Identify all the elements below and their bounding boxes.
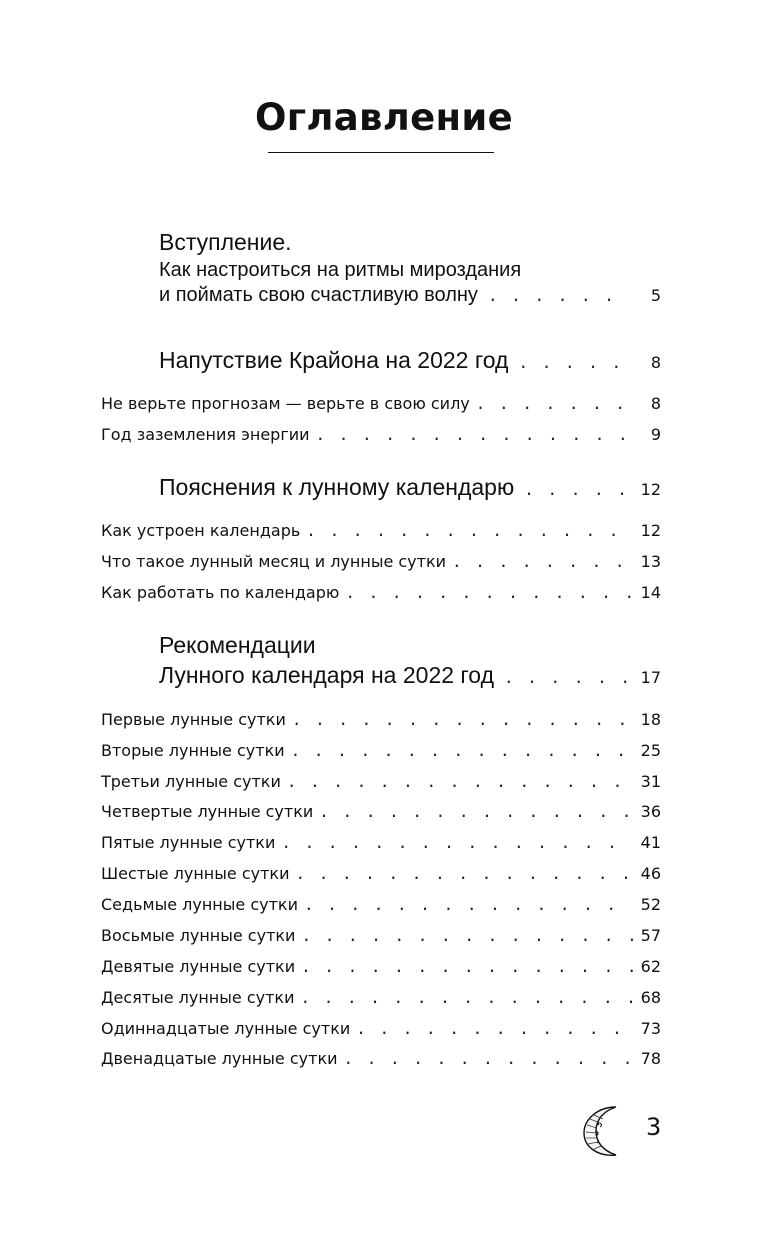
page-title: Оглавление xyxy=(254,96,514,139)
page-ref: 14 xyxy=(640,583,661,602)
dot-leader xyxy=(344,1049,633,1068)
page-ref: 41 xyxy=(640,833,661,852)
toc-entry-label: Не верьте прогнозам — верьте в свою силу xyxy=(101,394,470,413)
dot-leader xyxy=(295,864,633,883)
page-ref: 73 xyxy=(640,1019,661,1038)
toc-entry-label: и поймать свою счастливую волну xyxy=(159,284,478,306)
dot-leader xyxy=(476,394,633,413)
toc-entry-intro[interactable] xyxy=(159,284,661,307)
page-ref: 36 xyxy=(640,802,661,821)
page-ref: 12 xyxy=(640,521,661,540)
intro-heading: Вступление. xyxy=(159,229,292,255)
toc-entry[interactable] xyxy=(101,521,661,540)
toc-entry-label: Двенадцатые лунные сутки xyxy=(101,1049,338,1068)
toc-entry[interactable] xyxy=(101,864,661,883)
toc-entry-label: Как работать по календарю xyxy=(101,583,340,602)
dot-leader xyxy=(504,668,629,687)
page-ref: 31 xyxy=(640,772,661,791)
toc-entry[interactable] xyxy=(101,988,661,1007)
page-ref: 9 xyxy=(650,425,661,444)
toc-chapter-explanations[interactable] xyxy=(159,474,661,501)
toc-entry[interactable] xyxy=(101,926,661,945)
toc-entry-label: Восьмые лунные сутки xyxy=(101,926,296,945)
toc-entry-label: Как устроен календарь xyxy=(101,521,301,540)
page-number: 3 xyxy=(646,1113,662,1141)
dot-leader xyxy=(452,552,633,571)
dot-leader xyxy=(292,710,633,729)
toc-entry-label: Вторые лунные сутки xyxy=(101,741,285,760)
chapter-title: Пояснения к лунному календарю xyxy=(159,474,515,500)
page-ref: 12 xyxy=(640,480,661,499)
toc-entry-label: Одиннадцатые лунные сутки xyxy=(101,1019,351,1038)
toc-entry-label: Шестые лунные сутки xyxy=(101,864,290,883)
crescent-moon-face-icon xyxy=(576,1103,628,1159)
dot-leader xyxy=(304,895,633,914)
page-ref: 78 xyxy=(640,1049,661,1068)
dot-leader xyxy=(301,926,633,945)
toc-entry[interactable] xyxy=(101,1049,661,1068)
dot-leader xyxy=(356,1019,633,1038)
toc-entry-label: Третьи лунные сутки xyxy=(101,772,281,791)
toc-entry[interactable] xyxy=(101,394,661,413)
toc-entry-label: Десятые лунные сутки xyxy=(101,988,295,1007)
toc-chapter-recommendations[interactable] xyxy=(159,662,661,689)
toc-entry-label: Четвертые лунные сутки xyxy=(101,802,314,821)
toc-entry[interactable] xyxy=(101,1019,661,1038)
page-ref: 8 xyxy=(650,353,661,372)
dot-leader xyxy=(518,353,629,372)
toc-entry[interactable] xyxy=(101,425,661,444)
dot-leader xyxy=(488,286,629,305)
page-ref: 68 xyxy=(640,988,661,1007)
dot-leader xyxy=(281,833,633,852)
toc-entry-label: Пятые лунные сутки xyxy=(101,833,276,852)
toc-entry-label: Что такое лунный месяц и лунные сутки xyxy=(101,552,447,571)
toc-entry[interactable] xyxy=(101,552,661,571)
toc-entry[interactable] xyxy=(101,802,661,821)
toc-entry[interactable] xyxy=(101,895,661,914)
page-ref: 5 xyxy=(650,286,661,305)
page-ref: 18 xyxy=(640,710,661,729)
dot-leader xyxy=(524,480,629,499)
dot-leader xyxy=(287,772,633,791)
dot-leader xyxy=(345,583,633,602)
page-ref: 46 xyxy=(640,864,661,883)
page-ref: 25 xyxy=(640,741,661,760)
dot-leader xyxy=(306,521,633,540)
toc-entry-label: Девятые лунные сутки xyxy=(101,957,296,976)
toc-entry[interactable] xyxy=(101,772,661,791)
toc-entry[interactable] xyxy=(101,583,661,602)
page-ref: 52 xyxy=(640,895,661,914)
toc-chapter-kryon[interactable] xyxy=(159,347,661,374)
toc-entry[interactable] xyxy=(101,741,661,760)
chapter-title-line: Рекомендации xyxy=(159,632,316,658)
dot-leader xyxy=(319,802,633,821)
dot-leader xyxy=(291,741,633,760)
page-ref: 62 xyxy=(640,957,661,976)
toc-entry-label: Первые лунные сутки xyxy=(101,710,286,729)
toc-entry[interactable] xyxy=(101,710,661,729)
dot-leader xyxy=(301,957,633,976)
page-ref: 13 xyxy=(640,552,661,571)
toc-entry[interactable] xyxy=(101,833,661,852)
intro-subheading-line: Как настроиться на ритмы мироздания xyxy=(159,259,522,281)
dot-leader xyxy=(316,425,633,444)
chapter-title: Напутствие Крайона на 2022 год xyxy=(159,347,509,373)
dot-leader xyxy=(300,988,633,1007)
toc-entry[interactable] xyxy=(101,957,661,976)
toc-entry-label: Год заземления энергии xyxy=(101,425,310,444)
chapter-title: Лунного календаря на 2022 год xyxy=(159,662,495,688)
toc-entry-label: Седьмые лунные сутки xyxy=(101,895,298,914)
page-ref: 17 xyxy=(640,668,661,687)
page-ref: 8 xyxy=(650,394,661,413)
page-ref: 57 xyxy=(640,926,661,945)
